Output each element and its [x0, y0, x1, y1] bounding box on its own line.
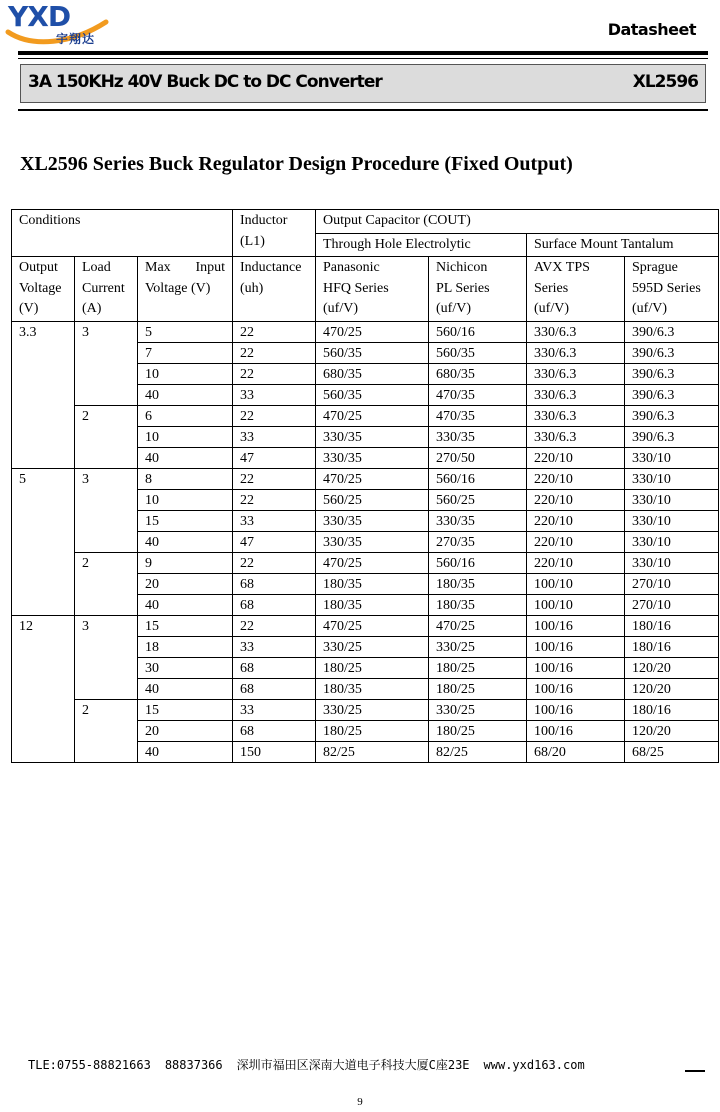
- col-header-output-voltage-line: Output: [19, 260, 58, 275]
- col-header-nichicon-line: (uf/V): [436, 301, 471, 316]
- col-header-avx-line: (uf/V): [534, 301, 569, 316]
- max-input-voltage-cell: 6: [138, 405, 233, 426]
- max-input-voltage-cell: 40: [138, 384, 233, 405]
- panasonic-cell: 680/35: [316, 363, 429, 384]
- col-header-load-current-line: (A): [82, 301, 102, 316]
- col-header-max-word: Max: [145, 260, 171, 275]
- inductance-cell: 68: [233, 573, 316, 594]
- table-row: [12, 405, 719, 426]
- sprague-cell: 120/20: [625, 720, 719, 741]
- panasonic-cell: 330/25: [316, 699, 429, 720]
- inductance-cell: 33: [233, 510, 316, 531]
- col-header-max-input-line1: [145, 258, 225, 279]
- col-header-nichicon-line: Nichicon: [436, 260, 488, 275]
- inductor-header: [233, 210, 316, 257]
- output-voltage-cell: 3.3: [12, 321, 75, 468]
- nichicon-cell: 270/35: [429, 531, 527, 552]
- inductance-cell: 22: [233, 468, 316, 489]
- nichicon-cell: 470/35: [429, 384, 527, 405]
- nichicon-cell: 180/35: [429, 573, 527, 594]
- panasonic-cell: 470/25: [316, 405, 429, 426]
- col-header-nichicon: [429, 257, 527, 322]
- footer-tel2: 88837366: [164, 1058, 223, 1072]
- max-input-voltage-cell: 18: [138, 636, 233, 657]
- nichicon-cell: 330/25: [429, 636, 527, 657]
- part-number: XL2596: [632, 72, 698, 92]
- avx-cell: 330/6.3: [527, 321, 625, 342]
- table-row: [12, 699, 719, 720]
- inductance-cell: 22: [233, 489, 316, 510]
- output-capacitor-header: Output Capacitor (COUT): [316, 210, 719, 234]
- nichicon-cell: 560/16: [429, 552, 527, 573]
- inductance-cell: 22: [233, 405, 316, 426]
- nichicon-cell: 330/35: [429, 510, 527, 531]
- conditions-header: Conditions: [12, 210, 233, 257]
- avx-cell: 220/10: [527, 447, 625, 468]
- max-input-voltage-cell: 7: [138, 342, 233, 363]
- max-input-voltage-cell: 40: [138, 678, 233, 699]
- col-header-avx-line: AVX TPS: [534, 260, 590, 275]
- logo-wordmark: YXD: [8, 0, 71, 33]
- output-voltage-cell: 12: [12, 615, 75, 762]
- col-header-avx: [527, 257, 625, 322]
- load-current-cell: 3: [75, 468, 138, 552]
- nichicon-cell: 270/50: [429, 447, 527, 468]
- panasonic-cell: 470/25: [316, 468, 429, 489]
- nichicon-cell: 680/35: [429, 363, 527, 384]
- col-header-sprague-line: (uf/V): [632, 301, 667, 316]
- col-header-panasonic-line: Panasonic: [323, 260, 380, 275]
- panasonic-cell: 330/35: [316, 510, 429, 531]
- col-header-inductance-line: (uh): [240, 280, 264, 296]
- col-header-inductance: [233, 257, 316, 322]
- panasonic-cell: 180/25: [316, 720, 429, 741]
- sprague-cell: 390/6.3: [625, 426, 719, 447]
- sprague-cell: 180/16: [625, 699, 719, 720]
- table-row: [12, 321, 719, 342]
- panasonic-cell: 330/35: [316, 426, 429, 447]
- max-input-voltage-cell: 15: [138, 510, 233, 531]
- panasonic-cell: 560/25: [316, 489, 429, 510]
- nichicon-cell: 560/16: [429, 468, 527, 489]
- max-input-voltage-cell: 15: [138, 699, 233, 720]
- avx-cell: 220/10: [527, 510, 625, 531]
- nichicon-cell: 560/25: [429, 489, 527, 510]
- inductance-cell: 22: [233, 615, 316, 636]
- nichicon-cell: 470/35: [429, 405, 527, 426]
- surface-mount-header: Surface Mount Tantalum: [527, 233, 719, 257]
- avx-cell: 100/16: [527, 636, 625, 657]
- max-input-voltage-cell: 8: [138, 468, 233, 489]
- panasonic-cell: 82/25: [316, 741, 429, 762]
- table-row: [12, 552, 719, 573]
- col-header-output-voltage: [12, 257, 75, 322]
- banner-rule: [18, 109, 708, 111]
- nichicon-cell: 82/25: [429, 741, 527, 762]
- panasonic-cell: 560/35: [316, 342, 429, 363]
- col-header-max-input-line2: Voltage (V): [145, 280, 211, 296]
- avx-cell: 330/6.3: [527, 384, 625, 405]
- sprague-cell: 68/25: [625, 741, 719, 762]
- inductance-cell: 33: [233, 426, 316, 447]
- output-voltage-cell: 5: [12, 468, 75, 615]
- footer-tel: TLE:0755-88821663: [28, 1058, 151, 1072]
- header-rule-thick: [18, 51, 708, 55]
- avx-cell: 330/6.3: [527, 405, 625, 426]
- col-header-nichicon-line: PL Series: [436, 280, 490, 296]
- header-rule-thin: [18, 58, 708, 59]
- col-header-avx-line: Series: [534, 280, 569, 296]
- table-row: [12, 468, 719, 489]
- avx-cell: 220/10: [527, 468, 625, 489]
- panasonic-cell: 470/25: [316, 615, 429, 636]
- inductance-cell: 33: [233, 384, 316, 405]
- inductance-cell: 33: [233, 699, 316, 720]
- inductance-cell: 47: [233, 447, 316, 468]
- max-input-voltage-cell: 20: [138, 573, 233, 594]
- design-procedure-table: [11, 209, 719, 763]
- avx-cell: 220/10: [527, 489, 625, 510]
- max-input-voltage-cell: 10: [138, 363, 233, 384]
- max-input-voltage-cell: 10: [138, 489, 233, 510]
- doc-type-label: Datasheet: [607, 20, 696, 39]
- col-header-sprague-line: Sprague: [632, 260, 678, 275]
- company-logo: [2, 0, 112, 46]
- sprague-cell: 120/20: [625, 657, 719, 678]
- col-header-output-voltage-line: (V): [19, 301, 39, 316]
- panasonic-cell: 180/35: [316, 594, 429, 615]
- max-input-voltage-cell: 40: [138, 531, 233, 552]
- panasonic-cell: 180/35: [316, 678, 429, 699]
- panasonic-cell: 180/35: [316, 573, 429, 594]
- sprague-cell: 330/10: [625, 468, 719, 489]
- nichicon-cell: 180/35: [429, 594, 527, 615]
- col-header-load-current-line: Load: [82, 260, 111, 275]
- inductance-cell: 68: [233, 594, 316, 615]
- sprague-cell: 330/10: [625, 489, 719, 510]
- nichicon-cell: 560/16: [429, 321, 527, 342]
- nichicon-cell: 180/25: [429, 657, 527, 678]
- product-title: 3A 150KHz 40V Buck DC to DC Converter: [28, 72, 382, 92]
- avx-cell: 100/16: [527, 657, 625, 678]
- col-header-max-input-voltage: [138, 257, 233, 322]
- inductance-cell: 68: [233, 678, 316, 699]
- inductance-cell: 47: [233, 531, 316, 552]
- max-input-voltage-cell: 5: [138, 321, 233, 342]
- footer-address: 深圳市福田区深南大道电子科技大厦C座23E: [236, 1058, 470, 1072]
- inductance-cell: 22: [233, 321, 316, 342]
- inductance-cell: 22: [233, 363, 316, 384]
- avx-cell: 220/10: [527, 552, 625, 573]
- nichicon-cell: 330/25: [429, 699, 527, 720]
- avx-cell: 220/10: [527, 531, 625, 552]
- sprague-cell: 390/6.3: [625, 363, 719, 384]
- col-header-input-word: Input: [195, 260, 225, 275]
- col-header-sprague: [625, 257, 719, 322]
- avx-cell: 100/10: [527, 573, 625, 594]
- sprague-cell: 390/6.3: [625, 405, 719, 426]
- footer-contact: [28, 1056, 599, 1073]
- inductance-cell: 22: [233, 552, 316, 573]
- max-input-voltage-cell: 30: [138, 657, 233, 678]
- sprague-cell: 270/10: [625, 573, 719, 594]
- through-hole-header: Through Hole Electrolytic: [316, 233, 527, 257]
- panasonic-cell: 330/35: [316, 531, 429, 552]
- max-input-voltage-cell: 15: [138, 615, 233, 636]
- sprague-cell: 390/6.3: [625, 384, 719, 405]
- avx-cell: 330/6.3: [527, 363, 625, 384]
- col-header-load-current-line: Current: [82, 280, 125, 296]
- sprague-cell: 390/6.3: [625, 321, 719, 342]
- load-current-cell: 3: [75, 615, 138, 699]
- load-current-cell: 2: [75, 699, 138, 762]
- panasonic-cell: 560/35: [316, 384, 429, 405]
- max-input-voltage-cell: 10: [138, 426, 233, 447]
- footer-dash: [685, 1070, 705, 1072]
- sprague-cell: 390/6.3: [625, 342, 719, 363]
- inductor-header-line2: (L1): [240, 233, 265, 249]
- inductance-cell: 68: [233, 720, 316, 741]
- inductance-cell: 22: [233, 342, 316, 363]
- table-row: [12, 615, 719, 636]
- inductance-cell: 150: [233, 741, 316, 762]
- col-header-inductance-line: Inductance: [240, 260, 302, 275]
- max-input-voltage-cell: 40: [138, 741, 233, 762]
- max-input-voltage-cell: 20: [138, 720, 233, 741]
- load-current-cell: 2: [75, 552, 138, 615]
- page-number: 9: [357, 1096, 363, 1108]
- load-current-cell: 3: [75, 321, 138, 405]
- panasonic-cell: 470/25: [316, 321, 429, 342]
- sprague-cell: 120/20: [625, 678, 719, 699]
- section-heading: XL2596 Series Buck Regulator Design Procedure (Fixed Output): [20, 153, 573, 175]
- avx-cell: 100/16: [527, 678, 625, 699]
- avx-cell: 330/6.3: [527, 426, 625, 447]
- sprague-cell: 330/10: [625, 552, 719, 573]
- nichicon-cell: 180/25: [429, 678, 527, 699]
- load-current-cell: 2: [75, 405, 138, 468]
- avx-cell: 330/6.3: [527, 342, 625, 363]
- nichicon-cell: 330/35: [429, 426, 527, 447]
- col-header-sprague-line: 595D Series: [632, 280, 701, 296]
- col-header-load-current: [75, 257, 138, 322]
- sprague-cell: 330/10: [625, 510, 719, 531]
- sprague-cell: 330/10: [625, 447, 719, 468]
- col-header-panasonic-line: (uf/V): [323, 301, 358, 316]
- max-input-voltage-cell: 40: [138, 447, 233, 468]
- panasonic-cell: 470/25: [316, 552, 429, 573]
- nichicon-cell: 560/35: [429, 342, 527, 363]
- col-header-output-voltage-line: Voltage: [19, 280, 62, 296]
- panasonic-cell: 330/35: [316, 447, 429, 468]
- inductance-cell: 33: [233, 636, 316, 657]
- col-header-panasonic: [316, 257, 429, 322]
- nichicon-cell: 470/25: [429, 615, 527, 636]
- max-input-voltage-cell: 9: [138, 552, 233, 573]
- avx-cell: 100/16: [527, 720, 625, 741]
- inductor-header-line1: Inductor: [240, 213, 288, 228]
- avx-cell: 68/20: [527, 741, 625, 762]
- product-banner: [20, 64, 706, 103]
- sprague-cell: 330/10: [625, 531, 719, 552]
- sprague-cell: 270/10: [625, 594, 719, 615]
- avx-cell: 100/16: [527, 615, 625, 636]
- avx-cell: 100/16: [527, 699, 625, 720]
- max-input-voltage-cell: 40: [138, 594, 233, 615]
- nichicon-cell: 180/25: [429, 720, 527, 741]
- col-header-panasonic-line: HFQ Series: [323, 280, 389, 296]
- sprague-cell: 180/16: [625, 615, 719, 636]
- sprague-cell: 180/16: [625, 636, 719, 657]
- logo-subtitle: 宇翔达: [56, 32, 96, 46]
- panasonic-cell: 180/25: [316, 657, 429, 678]
- footer-website: www.yxd163.com: [483, 1058, 585, 1072]
- panasonic-cell: 330/25: [316, 636, 429, 657]
- avx-cell: 100/10: [527, 594, 625, 615]
- inductance-cell: 68: [233, 657, 316, 678]
